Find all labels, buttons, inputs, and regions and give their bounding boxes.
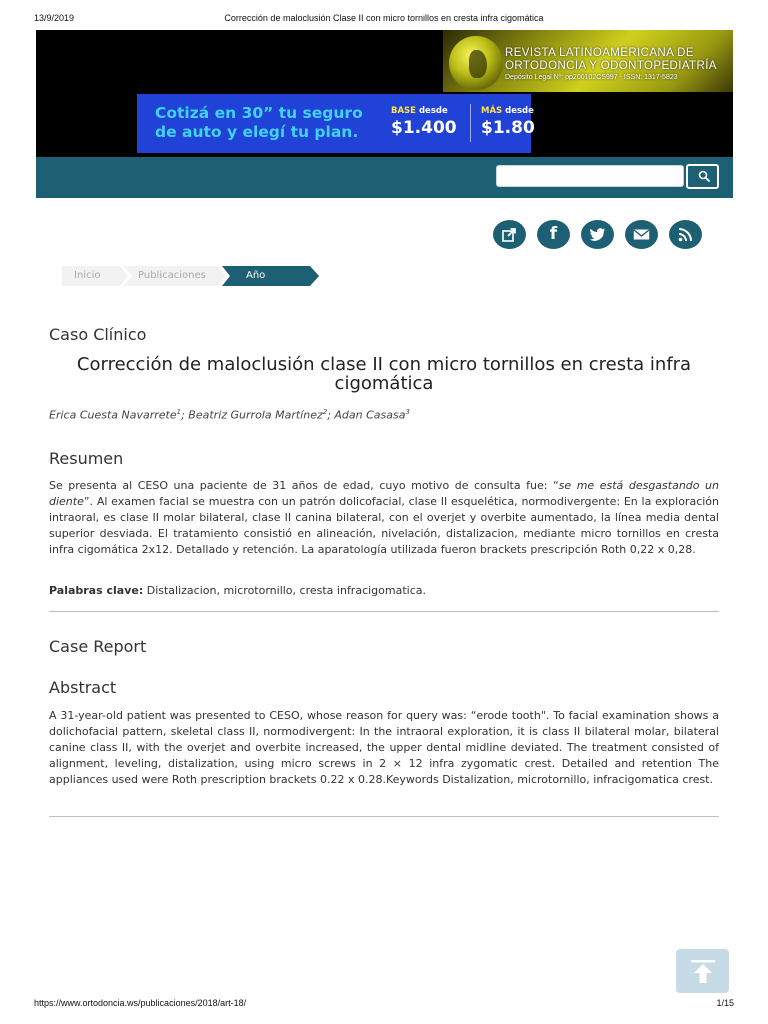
print-footer xyxy=(0,998,768,1012)
ad-divider xyxy=(470,104,471,142)
resumen-text: Se presenta al CESO una paciente de 31 años de edad, cuyo motivo de consulta fue: “se me está desgastando un diente”. Al examen facial se muestra con un patrón dolicofacial, clase II esquelética, normodivergente: En la exploración intraoral, es clase II molar bilateral, clase II canina bilateral, con el overjet y overbite aumentado, la línea media dental superior desviada. El tratamiento consistió en alineación, nivelación, distalizacion, mediante micro tornillos en cresta infra cigomática 2x12. Detallado y retención. La aparatología utilizada fueron brackets prescripción Roth 0,22 x 0,28. xyxy=(49,479,719,556)
share-button[interactable] xyxy=(493,220,526,249)
abstract-heading: Abstract xyxy=(49,678,117,697)
palabras-clave: Palabras clave: Distalizacion, microtornillo, cresta infracigomatica. xyxy=(49,584,427,597)
search-button[interactable] xyxy=(686,164,719,189)
article-authors: Erica Cuesta Navarrete$^1$; Beatriz Gurrola Martínez$^2$; Adan Casasa$^3$ xyxy=(49,408,410,422)
rss-button[interactable] xyxy=(669,220,702,249)
author-3[interactable]: ; Adan Casasa xyxy=(327,408,406,422)
breadcrumb-item-inicio[interactable]: Inicio xyxy=(74,270,101,281)
logo-title: REVISTA LATINOAMERICANA DE ORTODONCIA Y ODONTOPEDIATRÍA xyxy=(505,47,717,72)
ad-headline: Cotizá en 30” tu seguro de auto y elegí tu plan. xyxy=(155,104,363,141)
author-1[interactable]: Erica Cuesta Navarrete xyxy=(49,408,177,422)
print-page-number: 1/15 xyxy=(716,998,734,1008)
resumen-heading: Resumen xyxy=(49,449,124,468)
search-input[interactable] xyxy=(496,165,684,187)
breadcrumb-item-current: Año 2018 xyxy=(246,270,272,301)
email-button[interactable] xyxy=(625,220,658,249)
globe-icon xyxy=(449,36,503,90)
ad-base-plan: BASE desde $1.400 xyxy=(391,106,457,138)
ad-mas-plan: MÁS desde $1.80 xyxy=(481,106,535,138)
ad-mas-price: $1.80 xyxy=(481,118,535,138)
author-2[interactable]: ; Beatriz Gurrola Martínez xyxy=(181,408,323,422)
scroll-to-top-button[interactable] xyxy=(676,949,729,993)
abstract-text: A 31-year-old patient was presented to CESO, whose reason for query was: “erode tooth". To facial examination shows a dolichofacial pattern, skeletal class II, normodivergent: In the intraoral exploration, it is class II bilateral molar, bilateral canine class II, with the overjet and overbite increased, the upper dental midline deviated. The treatment consisted of alignment, leveling, distalization, using micro screws in 2 × 12 infra zygomatic crest. Detailed and retention The appliances used were Roth prescription brackets 0.22 x 0.28.Keywords Distalization, microtornillo, infracigomatica crest. xyxy=(49,709,719,786)
case-report-heading: Case Report xyxy=(49,637,147,656)
search-icon xyxy=(698,170,710,182)
section-divider xyxy=(49,611,719,612)
arrow-up-icon xyxy=(689,957,717,985)
print-header xyxy=(0,13,768,27)
facebook-icon: f xyxy=(549,224,558,244)
breadcrumb-item-publicaciones[interactable]: Publicaciones xyxy=(138,270,206,281)
ad-base-price: $1.400 xyxy=(391,118,457,138)
article-title: Corrección de maloclusión clase II con micro tornillos en cresta infra cigomática xyxy=(76,354,692,394)
facebook-button[interactable] xyxy=(537,220,570,249)
logo-subtitle: Depósito Legal Nº: pp200102CS997 - ISSN: 1317-5823 xyxy=(505,74,678,81)
nav-bar xyxy=(36,157,733,198)
twitter-button[interactable] xyxy=(581,220,614,249)
twitter-icon xyxy=(589,226,606,243)
email-icon xyxy=(633,226,650,243)
share-icon xyxy=(501,226,518,243)
article-category: Caso Clínico xyxy=(49,325,147,344)
ad-banner[interactable] xyxy=(137,94,535,153)
journal-logo[interactable] xyxy=(443,30,733,92)
print-doc-title: Corrección de maloclusión Clase II con micro tornillos en cresta infra cigomática xyxy=(224,13,544,23)
rss-icon xyxy=(677,226,694,243)
section-divider-2 xyxy=(49,816,719,817)
print-url: https://www.ortodoncia.ws/publicaciones/2018/art-18/ xyxy=(34,998,247,1008)
print-date: 13/9/2019 xyxy=(34,13,75,23)
